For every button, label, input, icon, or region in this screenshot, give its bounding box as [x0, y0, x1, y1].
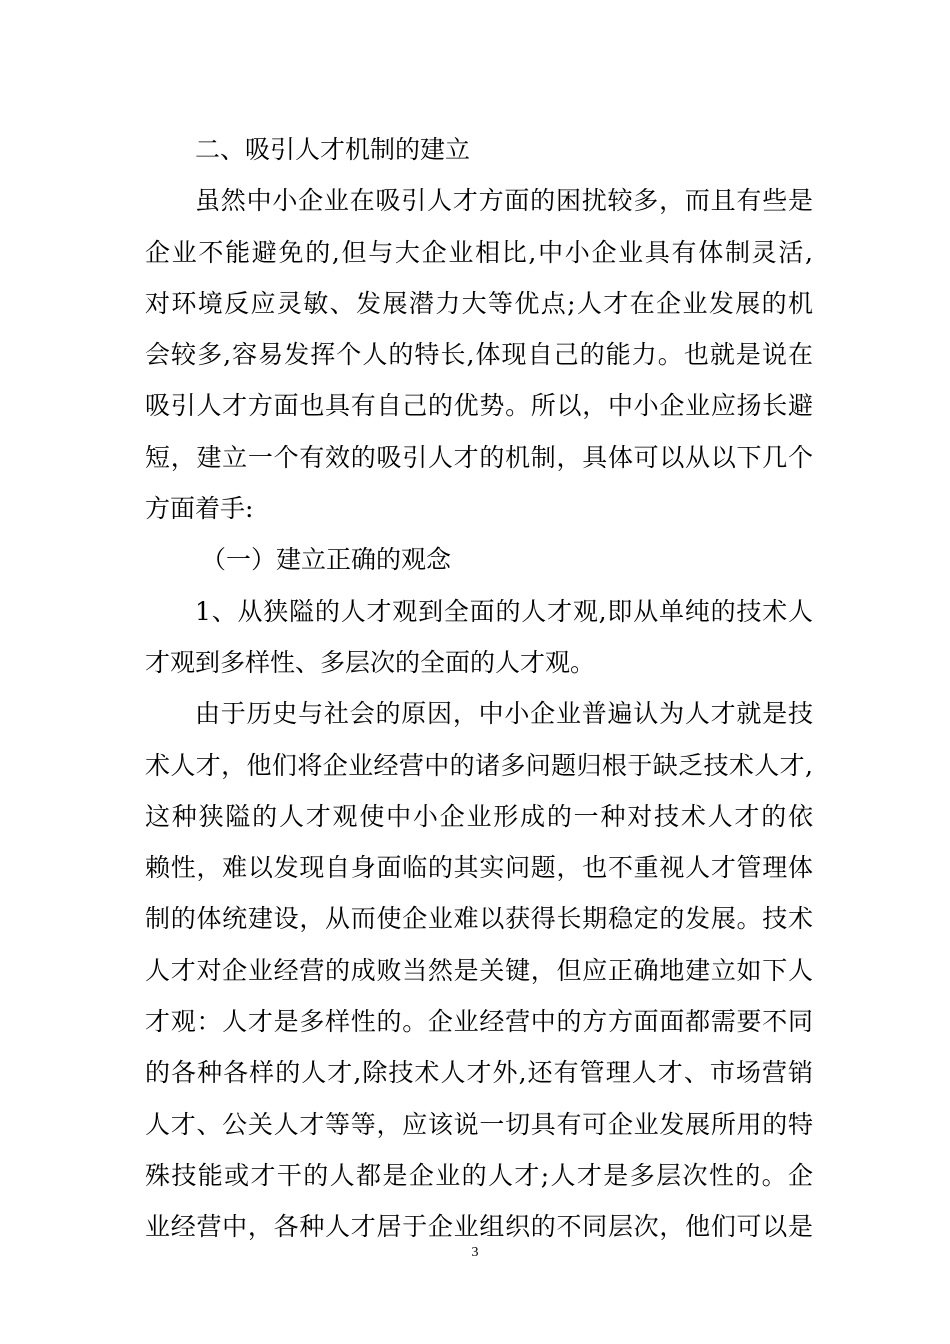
paragraph-line: 赖性，难以发现自身面临的其实问题，也不重视人才管理体: [145, 853, 813, 883]
page-number: 3: [471, 1245, 479, 1260]
paragraph-line: 殊技能或才干的人都是企业的人才;人才是多层次性的。企: [145, 1160, 813, 1190]
paragraph-line: 才观到多样性、多层次的全面的人才观。: [145, 647, 596, 677]
paragraph-line: 会较多,容易发挥个人的特长,体现自己的能力。也就是说在: [145, 340, 813, 370]
paragraph-line: 的各种各样的人才,除技术人才外,还有管理人才、市场营销: [145, 1058, 813, 1088]
paragraph-line: 短，建立一个有效的吸引人才的机制，具体可以从以下几个: [145, 442, 813, 472]
body-text: [145, 124, 813, 1253]
paragraph-line: 对环境反应灵敏、发展潜力大等优点;人才在企业发展的机: [145, 288, 813, 318]
section-heading: 二、吸引人才机制的建立: [195, 135, 471, 164]
paragraph-line: 业经营中，各种人才居于企业组织的不同层次，他们可以是: [145, 1212, 813, 1242]
paragraph-line: 制的体统建设，从而使企业难以获得长期稳定的发展。技术: [145, 904, 813, 934]
paragraph-line: 企业不能避免的,但与大企业相比,中小企业具有体制灵活,: [145, 237, 813, 267]
paragraph-line: 虽然中小企业在吸引人才方面的困扰较多，而且有些是: [195, 186, 813, 216]
subsection-heading: （一）建立正确的观念: [201, 545, 452, 575]
paragraph-line: 人才、公关人才等等，应该说一切具有可企业发展所用的特: [145, 1109, 813, 1139]
paragraph-line: 人才对企业经营的成败当然是关键，但应正确地建立如下人: [145, 955, 813, 985]
paragraph-line: 方面着手:: [145, 494, 254, 524]
paragraph-line: 这种狭隘的人才观使中小企业形成的一种对技术人才的依: [145, 801, 813, 831]
paragraph-line: 才观：人才是多样性的。企业经营中的方方面面都需要不同: [145, 1007, 813, 1037]
paragraph-line: 由于历史与社会的原因，中小企业普遍认为人才就是技: [195, 699, 813, 729]
paragraph-line: 吸引人才方面也具有自己的优势。所以，中小企业应扬长避: [145, 391, 813, 421]
paragraph-line: 术人才，他们将企业经营中的诸多问题归根于缺乏技术人才,: [145, 750, 813, 780]
paragraph-line: 1、从狭隘的人才观到全面的人才观,即从单纯的技术人: [195, 596, 813, 626]
